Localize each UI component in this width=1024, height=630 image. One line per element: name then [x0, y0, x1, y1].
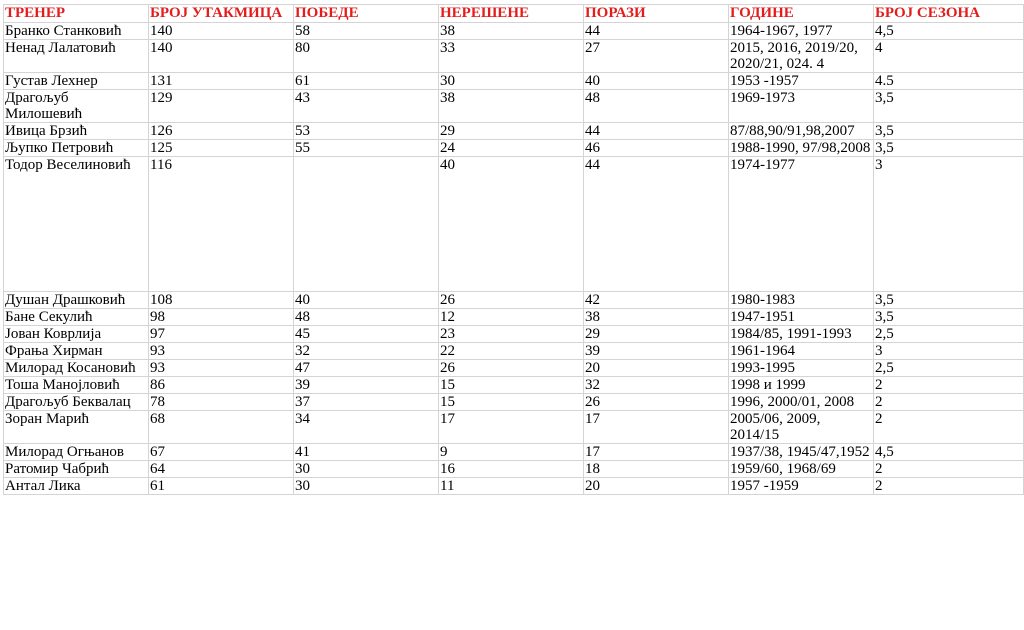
cell-coach[interactable]: Драгољуб Беквалац	[4, 394, 149, 411]
table-row	[4, 123, 1024, 140]
cell-seasons[interactable]: 2	[874, 394, 1024, 411]
cell-matches[interactable]: 64	[149, 461, 294, 478]
cell-wins[interactable]: 39	[294, 377, 439, 394]
cell-matches[interactable]: 116	[149, 157, 294, 292]
cell-losses[interactable]: 20	[584, 478, 729, 495]
cell-losses[interactable]: 44	[584, 123, 729, 140]
table-row	[4, 326, 1024, 343]
cell-draws[interactable]: 38	[439, 23, 584, 40]
cell-years[interactable]: 1974-1977	[729, 157, 874, 292]
cell-losses[interactable]: 32	[584, 377, 729, 394]
cell-draws[interactable]: 15	[439, 377, 584, 394]
cell-losses[interactable]: 17	[584, 411, 729, 444]
cell-draws[interactable]: 33	[439, 40, 584, 73]
cell-seasons[interactable]: 4,5	[874, 444, 1024, 461]
cell-coach[interactable]: Љупко Петровић	[4, 140, 149, 157]
cell-losses[interactable]: 39	[584, 343, 729, 360]
cell-seasons[interactable]: 3	[874, 343, 1024, 360]
cell-wins[interactable]: 47	[294, 360, 439, 377]
header-cell-losses[interactable]: ПОРАЗИ	[584, 5, 729, 23]
cell-years[interactable]: 1998 и 1999	[729, 377, 874, 394]
cell-coach[interactable]: Милорад Косановић	[4, 360, 149, 377]
cell-seasons[interactable]: 2,5	[874, 360, 1024, 377]
cell-years[interactable]: 2015, 2016, 2019/20, 2020/21, 024. 4	[729, 40, 874, 73]
cell-years[interactable]: 1947-1951	[729, 309, 874, 326]
cell-matches[interactable]: 140	[149, 23, 294, 40]
cell-draws[interactable]: 40	[439, 157, 584, 292]
cell-draws[interactable]: 16	[439, 461, 584, 478]
cell-seasons[interactable]: 3,5	[874, 309, 1024, 326]
cell-wins[interactable]: 80	[294, 40, 439, 73]
cell-matches[interactable]: 86	[149, 377, 294, 394]
cell-losses[interactable]: 17	[584, 444, 729, 461]
cell-matches[interactable]: 93	[149, 360, 294, 377]
cell-coach[interactable]: Тодор Веселиновић	[4, 157, 149, 292]
table-row	[4, 444, 1024, 461]
cell-seasons[interactable]: 3,5	[874, 292, 1024, 309]
cell-draws[interactable]: 38	[439, 90, 584, 123]
cell-losses[interactable]: 44	[584, 23, 729, 40]
cell-coach[interactable]: Фрања Хирман	[4, 343, 149, 360]
cell-matches[interactable]: 131	[149, 73, 294, 90]
cell-seasons[interactable]: 3,5	[874, 140, 1024, 157]
cell-years[interactable]: 1996, 2000/01, 2008	[729, 394, 874, 411]
table-row	[4, 292, 1024, 309]
cell-draws[interactable]: 12	[439, 309, 584, 326]
cell-wins[interactable]: 32	[294, 343, 439, 360]
cell-wins[interactable]: 34	[294, 411, 439, 444]
cell-seasons[interactable]: 3,5	[874, 90, 1024, 123]
header-cell-wins[interactable]: ПОБЕДЕ	[294, 5, 439, 23]
cell-losses[interactable]: 46	[584, 140, 729, 157]
table-row	[4, 394, 1024, 411]
cell-matches[interactable]: 108	[149, 292, 294, 309]
cell-years[interactable]: 1957 -1959	[729, 478, 874, 495]
cell-years[interactable]: 1969-1973	[729, 90, 874, 123]
cell-coach[interactable]: Тоша Манојловић	[4, 377, 149, 394]
cell-coach[interactable]: Бранко Станковић	[4, 23, 149, 40]
cell-coach[interactable]: Ратомир Чабрић	[4, 461, 149, 478]
cell-draws[interactable]: 24	[439, 140, 584, 157]
cell-seasons[interactable]: 4	[874, 40, 1024, 73]
table-row	[4, 377, 1024, 394]
cell-draws[interactable]: 30	[439, 73, 584, 90]
cell-matches[interactable]: 129	[149, 90, 294, 123]
cell-years[interactable]: 1984/85, 1991-1993	[729, 326, 874, 343]
cell-draws[interactable]: 23	[439, 326, 584, 343]
cell-years[interactable]: 1988-1990, 97/98,2008	[729, 140, 874, 157]
cell-matches[interactable]: 126	[149, 123, 294, 140]
cell-coach[interactable]: Душан Драшковић	[4, 292, 149, 309]
table-row	[4, 157, 1024, 292]
cell-coach[interactable]: Драгољуб Милошевић	[4, 90, 149, 123]
cell-coach[interactable]: Ивица Брзић	[4, 123, 149, 140]
cell-draws[interactable]: 9	[439, 444, 584, 461]
cell-coach[interactable]: Антал Лика	[4, 478, 149, 495]
table-row	[4, 23, 1024, 40]
cell-years[interactable]: 1959/60, 1968/69	[729, 461, 874, 478]
cell-seasons[interactable]: 2	[874, 411, 1024, 444]
cell-losses[interactable]: 44	[584, 157, 729, 292]
cell-draws[interactable]: 15	[439, 394, 584, 411]
cell-coach[interactable]: Бане Секулић	[4, 309, 149, 326]
header-cell-draws[interactable]: НЕРЕШЕНЕ	[439, 5, 584, 23]
cell-seasons[interactable]: 2	[874, 377, 1024, 394]
table-row	[4, 360, 1024, 377]
cell-years[interactable]: 1953 -1957	[729, 73, 874, 90]
cell-losses[interactable]: 18	[584, 461, 729, 478]
cell-coach[interactable]: Зоран Марић	[4, 411, 149, 444]
cell-wins[interactable]	[294, 157, 439, 292]
cell-coach[interactable]: Густав Лехнер	[4, 73, 149, 90]
cell-draws[interactable]: 11	[439, 478, 584, 495]
cell-losses[interactable]: 40	[584, 73, 729, 90]
cell-losses[interactable]: 38	[584, 309, 729, 326]
cell-wins[interactable]: 53	[294, 123, 439, 140]
cell-years[interactable]: 1937/38, 1945/47,1952	[729, 444, 874, 461]
table-row	[4, 90, 1024, 123]
cell-matches[interactable]: 98	[149, 309, 294, 326]
cell-losses[interactable]: 26	[584, 394, 729, 411]
table-row	[4, 343, 1024, 360]
cell-draws[interactable]: 17	[439, 411, 584, 444]
cell-seasons[interactable]: 2	[874, 461, 1024, 478]
cell-seasons[interactable]: 3,5	[874, 123, 1024, 140]
cell-seasons[interactable]: 2	[874, 478, 1024, 495]
cell-years[interactable]: 1964-1967, 1977	[729, 23, 874, 40]
cell-matches[interactable]: 68	[149, 411, 294, 444]
cell-draws[interactable]: 26	[439, 292, 584, 309]
cell-losses[interactable]: 20	[584, 360, 729, 377]
table-row	[4, 73, 1024, 90]
header-cell-years[interactable]: ГОДИНЕ	[729, 5, 874, 23]
cell-wins[interactable]: 58	[294, 23, 439, 40]
cell-years[interactable]: 87/88,90/91,98,2007	[729, 123, 874, 140]
cell-wins[interactable]: 45	[294, 326, 439, 343]
cell-wins[interactable]: 48	[294, 309, 439, 326]
cell-matches[interactable]: 93	[149, 343, 294, 360]
table-row	[4, 309, 1024, 326]
cell-wins[interactable]: 41	[294, 444, 439, 461]
table-row	[4, 140, 1024, 157]
cell-draws[interactable]: 26	[439, 360, 584, 377]
cell-draws[interactable]: 29	[439, 123, 584, 140]
cell-matches[interactable]: 61	[149, 478, 294, 495]
cell-years[interactable]: 1961-1964	[729, 343, 874, 360]
cell-coach[interactable]: Јован Коврлија	[4, 326, 149, 343]
cell-losses[interactable]: 42	[584, 292, 729, 309]
cell-wins[interactable]: 37	[294, 394, 439, 411]
cell-years[interactable]: 1980-1983	[729, 292, 874, 309]
table-row	[4, 40, 1024, 73]
cell-matches[interactable]: 140	[149, 40, 294, 73]
cell-wins[interactable]: 30	[294, 478, 439, 495]
cell-seasons[interactable]: 4,5	[874, 23, 1024, 40]
cell-losses[interactable]: 48	[584, 90, 729, 123]
header-row	[4, 5, 1024, 23]
coaches-table	[3, 4, 1024, 495]
table-row	[4, 478, 1024, 495]
table-row	[4, 411, 1024, 444]
cell-wins[interactable]: 30	[294, 461, 439, 478]
cell-losses[interactable]: 27	[584, 40, 729, 73]
cell-matches[interactable]: 67	[149, 444, 294, 461]
cell-seasons[interactable]: 3	[874, 157, 1024, 292]
header-cell-matches[interactable]: БРОЈ УТАКМИЦА	[149, 5, 294, 23]
cell-wins[interactable]: 61	[294, 73, 439, 90]
cell-years[interactable]: 1993-1995	[729, 360, 874, 377]
header-cell-coach[interactable]: ТРЕНЕР	[4, 5, 149, 23]
header-cell-seasons[interactable]: БРОЈ СЕЗОНА	[874, 5, 1024, 23]
cell-coach[interactable]: Ненад Лалатовић	[4, 40, 149, 73]
cell-draws[interactable]: 22	[439, 343, 584, 360]
cell-matches[interactable]: 78	[149, 394, 294, 411]
cell-matches[interactable]: 97	[149, 326, 294, 343]
cell-wins[interactable]: 40	[294, 292, 439, 309]
cell-wins[interactable]: 55	[294, 140, 439, 157]
cell-seasons[interactable]: 4.5	[874, 73, 1024, 90]
cell-coach[interactable]: Милорад Огњанов	[4, 444, 149, 461]
cell-years[interactable]: 2005/06, 2009, 2014/15	[729, 411, 874, 444]
cell-wins[interactable]: 43	[294, 90, 439, 123]
cell-matches[interactable]: 125	[149, 140, 294, 157]
cell-losses[interactable]: 29	[584, 326, 729, 343]
table-row	[4, 461, 1024, 478]
cell-seasons[interactable]: 2,5	[874, 326, 1024, 343]
